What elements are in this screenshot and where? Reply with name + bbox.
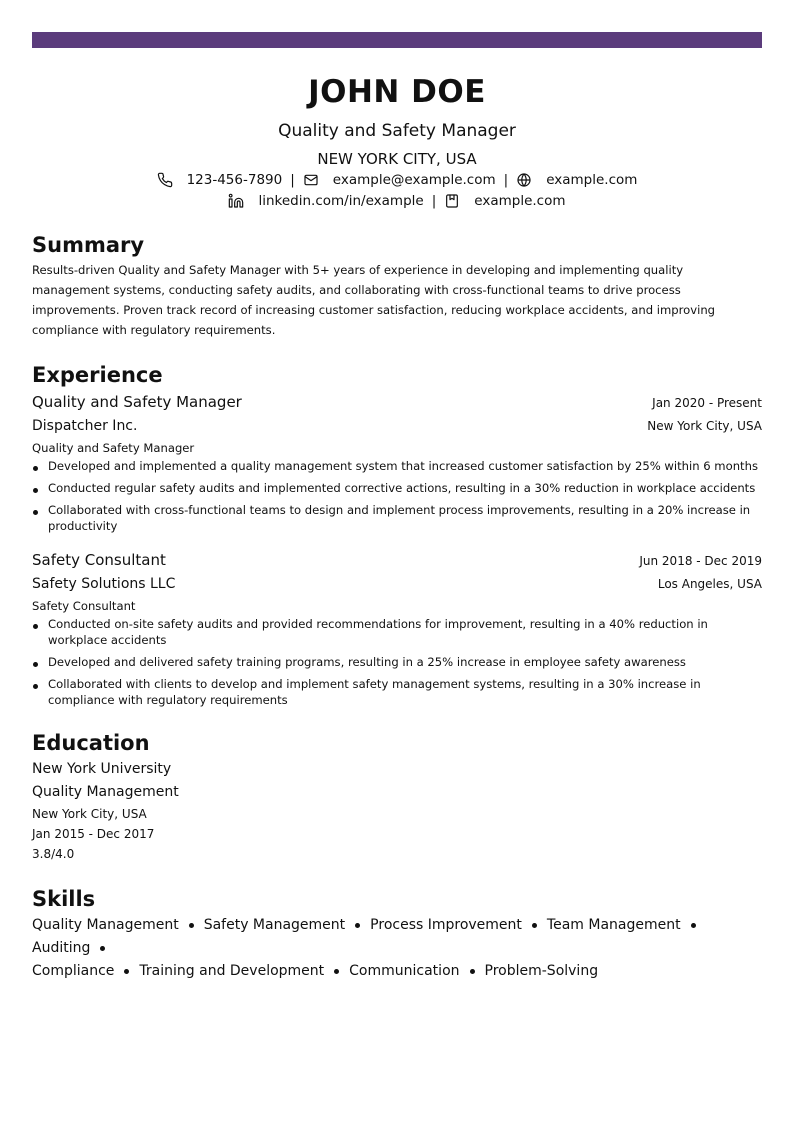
email-text: example@example.com	[332, 172, 496, 188]
skill-item: Process Improvement	[370, 917, 522, 933]
job-title: Quality and Safety Manager	[32, 393, 242, 411]
experience-heading: Experience	[32, 363, 163, 387]
skill-separator-dot	[100, 946, 105, 951]
summary-text: Results-driven Quality and Safety Manager with 5+ years of experience in developing and implementing quality management systems, conducting safety audits, and collaborating with cross-functional teams to drive process improvements. Proven track record of increasing customer satisfaction, reducing workplace accidents, and improving compliance with regulatory requirements.	[32, 263, 716, 337]
resume-page	[32, 32, 762, 983]
skill-separator-dot	[532, 923, 537, 928]
contact-portfolio[interactable]	[444, 192, 565, 210]
separator: |	[431, 193, 437, 209]
skill-separator-dot	[124, 969, 129, 974]
skills-list	[32, 914, 762, 983]
contact-linkedin[interactable]	[228, 192, 423, 210]
bullet-item: Collaborated with clients to develop and implement safety management systems, resulting in a 30% increase in compliance with regulatory requirements	[32, 676, 762, 708]
job-title: Safety Consultant	[32, 551, 166, 569]
bullet-item: Developed and implemented a quality management system that increased customer satisfaction by 25% within 6 months	[32, 458, 762, 474]
job-subtitle: Quality and Safety Manager	[32, 441, 195, 455]
candidate-name: JOHN DOE	[308, 74, 486, 110]
summary-heading: Summary	[32, 233, 145, 257]
contact-phone[interactable]	[157, 171, 283, 189]
bullet-item: Conducted regular safety audits and implemented corrective actions, resulting in a 30% reduction in workplace accidents	[32, 480, 762, 496]
education-degree: Quality Management	[32, 784, 179, 800]
bullet-item: Collaborated with cross-functional teams to design and implement process improvements, resulting in a 20% increase in productivity	[32, 502, 762, 534]
candidate-location: NEW YORK CITY, USA	[317, 150, 477, 168]
job-entry	[32, 548, 762, 708]
job-entry	[32, 390, 762, 534]
skill-item: Team Management	[546, 917, 681, 933]
contact-row-1	[32, 171, 762, 189]
skill-separator-dot	[334, 969, 339, 974]
contact-email[interactable]	[303, 171, 496, 189]
portfolio-text: example.com	[474, 193, 566, 209]
accent-bar	[32, 32, 762, 48]
candidate-title: Quality and Safety Manager	[278, 121, 516, 141]
skill-separator-dot	[691, 923, 696, 928]
job-location: New York City, USA	[647, 419, 762, 433]
job-dates: Jan 2020 - Present	[652, 396, 762, 410]
linkedin-icon	[228, 193, 244, 209]
job-bullets	[32, 458, 762, 534]
separator: |	[290, 172, 295, 188]
skills-heading: Skills	[32, 887, 96, 911]
education-location: New York City, USA	[32, 807, 147, 821]
education-dates: Jan 2015 - Dec 2017	[32, 827, 155, 841]
education-school: New York University	[32, 761, 172, 777]
bookmark-icon	[444, 193, 460, 209]
website-text: example.com	[546, 172, 638, 188]
skill-separator-dot	[470, 969, 475, 974]
job-company: Dispatcher Inc.	[32, 418, 138, 434]
bullet-item: Developed and delivered safety training programs, resulting in a 25% increase in employee safety awareness	[32, 654, 762, 670]
skill-item: Problem-Solving	[484, 963, 599, 979]
bullet-item: Conducted on-site safety audits and provided recommendations for improvement, resulting in a 40% reduction in workplace accidents	[32, 616, 762, 648]
mail-icon	[303, 172, 319, 188]
skill-separator-dot	[189, 923, 194, 928]
job-location: Los Angeles, USA	[657, 577, 762, 591]
contact-website[interactable]	[516, 171, 637, 189]
globe-icon	[516, 172, 532, 188]
job-bullets	[32, 616, 762, 708]
separator: |	[503, 172, 509, 188]
skill-item: Quality Management	[32, 917, 179, 933]
skill-item: Communication	[349, 963, 460, 979]
job-company: Safety Solutions LLC	[32, 576, 176, 592]
skill-separator-dot	[355, 923, 360, 928]
job-subtitle: Safety Consultant	[32, 599, 136, 613]
skill-item: Training and Development	[139, 963, 325, 979]
skill-item: Auditing	[32, 940, 91, 956]
phone-icon	[157, 172, 173, 188]
phone-text: 123-456-7890	[186, 172, 283, 188]
education-heading: Education	[32, 731, 150, 755]
linkedin-text: linkedin.com/in/example	[258, 193, 424, 209]
job-dates: Jun 2018 - Dec 2019	[639, 554, 762, 568]
contact-row-2	[32, 192, 762, 210]
education-gpa: 3.8/4.0	[32, 847, 75, 861]
skill-item: Compliance	[32, 963, 115, 979]
skill-item: Safety Management	[203, 917, 346, 933]
